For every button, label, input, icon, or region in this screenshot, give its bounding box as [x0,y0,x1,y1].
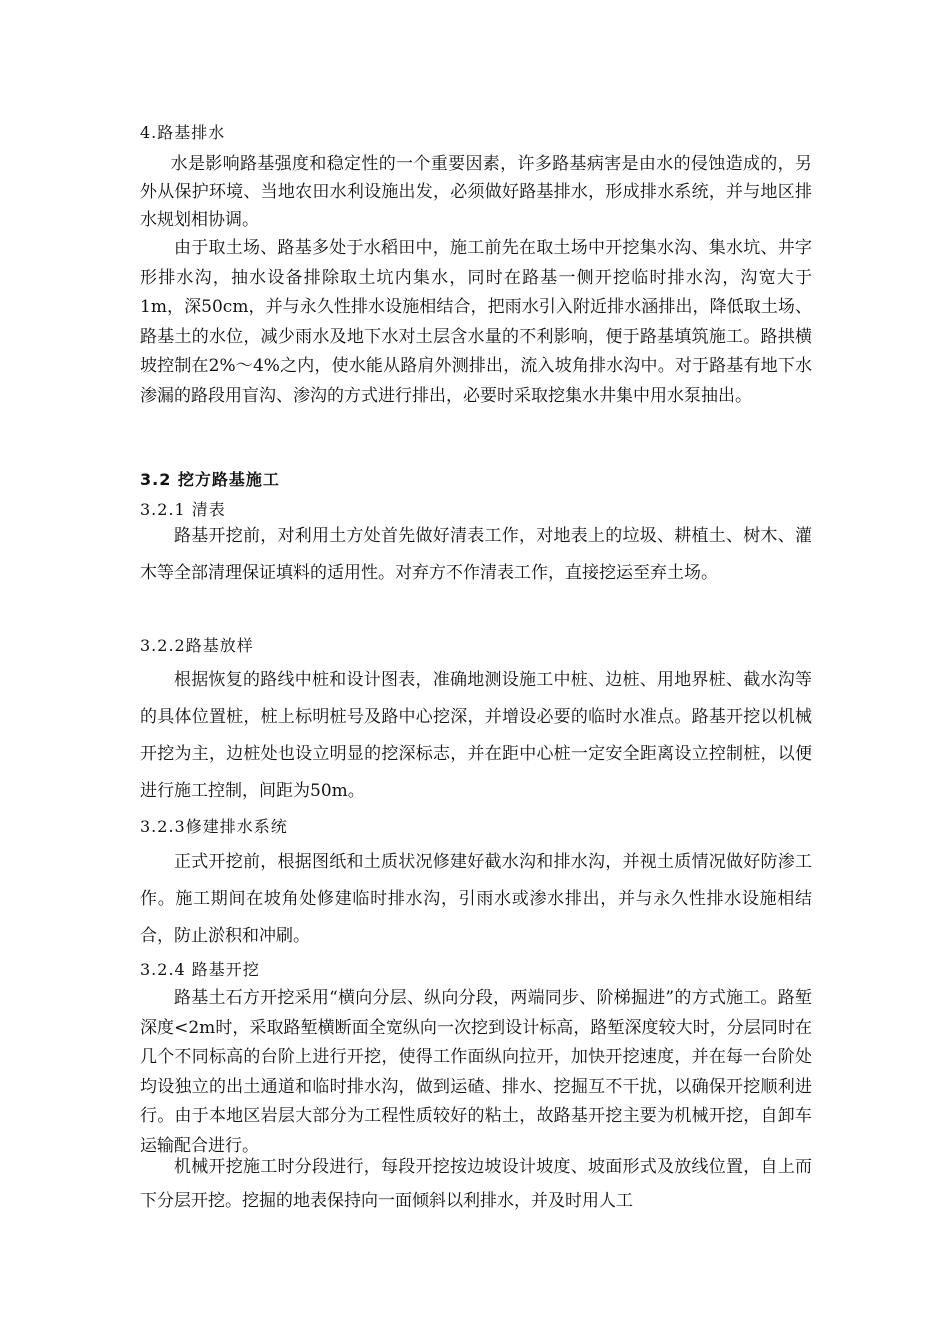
section-3-2-2-heading: 3.2.2路基放样 [140,636,254,655]
section-4-heading: 4.路基排水 [140,123,226,142]
section-3-2-3-paragraph: 正式开挖前，根据图纸和土质状况修建好截水沟和排水沟，并视土质情况做好防渗工作。施工期间在坡角处修建临时排水沟，引雨水或渗水排出，并与永久性排水设施相结合，防止淤积和冲刷。 [140,852,812,946]
section-3-2-heading: 3.2 挖方路基施工 [140,470,280,489]
section-3-2-1-heading: 3.2.1 清表 [140,500,226,519]
section-3-2-1-paragraph: 路基开挖前，对利用土方处首先做好清表工作，对地表上的垃圾、耕植土、树木、灌木等全部清理保证填料的适用性。对弃方不作清表工作，直接挖运至弃土场。 [140,526,812,583]
section-4-paragraph-2: 由于取土场、路基多处于水稻田中，施工前先在取土场中开挖集水沟、集水坑、井字形排水沟，抽水设备排除取土坑内集水，同时在路基一侧开挖临时排水沟，沟宽大于1m，深50cm，并与永久性排水设施相结合，把雨水引入附近排水涵排出，降低取土场、路基土的水位，减少雨水及地下水对土层含水量的不利影响，便于路基填筑施工。路拱横坡控制在2%～4%之内，使水能从路肩外测排出，流入坡角排水沟中。对于路基有地下水渗漏的路段用盲沟、渗沟的方式进行排出，必要时采取挖集水井集中用水泵抽出。 [140,238,812,406]
section-3-2-4-paragraph-2: 机械开挖施工时分段进行，每段开挖按边坡设计坡度、坡面形式及放线位置，自上而下分层开挖。挖掘的地表保持向一面倾斜以利排水，并及时用人工 [140,1157,812,1211]
section-3-2-3-heading: 3.2.3修建排水系统 [140,817,288,836]
section-3-2-2-paragraph: 根据恢复的路线中桩和设计图表，准确地测设施工中桩、边桩、用地界桩、截水沟等的具体位置桩，桩上标明桩号及路中心挖深，并增设必要的临时水准点。路基开挖以机械开挖为主，边桩处也设立明显的挖深标志，并在距中心桩一定安全距离设立控制桩，以便进行施工控制，间距为50m。 [140,670,812,801]
section-3-2-4-heading: 3.2.4 路基开挖 [140,960,260,979]
section-4-paragraph-1: 水是影响路基强度和稳定性的一个重要因素，许多路基病害是由水的侵蚀造成的，另外从保护环境、当地农田水利设施出发，必须做好路基排水，形成排水系统，并与地区排水规划相协调。 [140,154,812,230]
section-3-2-4-paragraph-1: 路基土石方开挖采用“横向分层、纵向分段，两端同步、阶梯掘进”的方式施工。路堑深度<2m时，采取路堑横断面全宽纵向一次挖到设计标高，路堑深度较大时，分层同时在几个不同标高的台阶上进行开挖，使得工作面纵向拉开，加快开挖速度，并在每一台阶处均设独立的出土通道和临时排水沟，做到运碴、排水、挖掘互不干扰，以确保开挖顺利进行。由于本地区岩层大部分为工程性质较好的粘土，故路基开挖主要为机械开挖，自卸车运输配合进行。 [140,988,812,1156]
